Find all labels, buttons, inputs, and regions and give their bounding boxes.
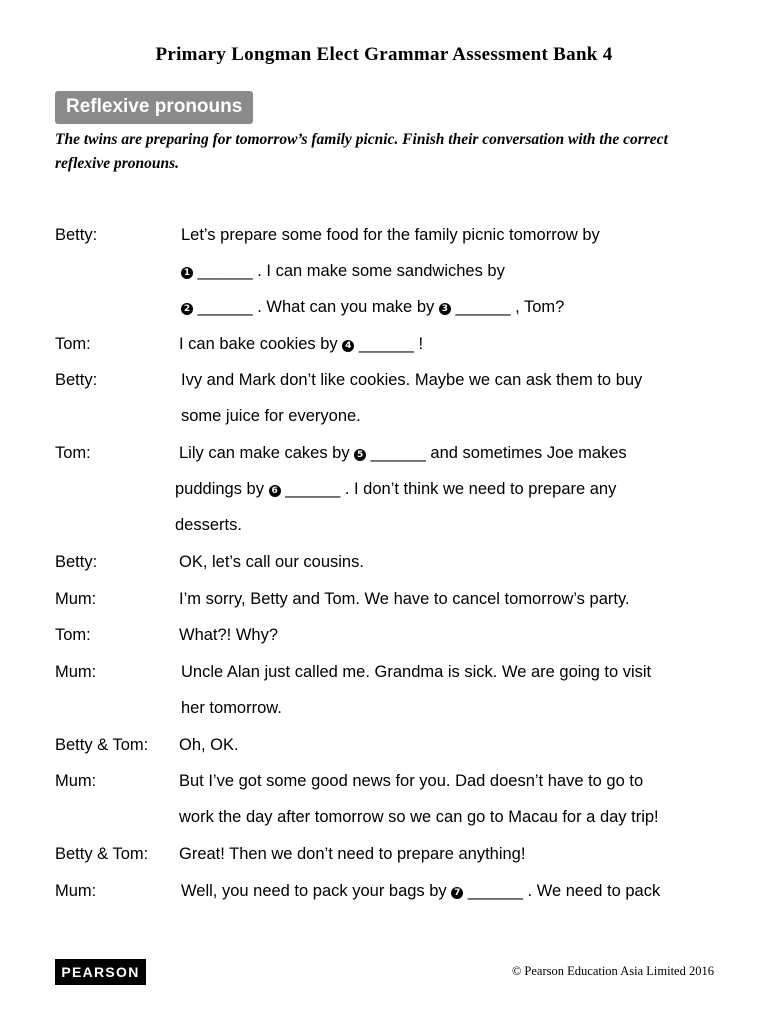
speaker-label: Tom: (55, 335, 91, 353)
line-text: puddings by (175, 480, 264, 498)
speaker-label: Betty: (55, 371, 98, 389)
answer-blank-5[interactable]: ______ (370, 444, 426, 462)
answer-blank-1[interactable]: ______ (197, 262, 253, 280)
dialogue-line: Oh, OK. (179, 736, 239, 754)
line-text: . What can you make by (257, 298, 435, 316)
answer-blank-7[interactable]: ______ (467, 882, 523, 900)
question-number-2-icon: 2 (181, 303, 193, 315)
dialogue-line: some juice for everyone. (181, 407, 361, 425)
line-text: . I can make some sandwiches by (257, 262, 505, 280)
answer-blank-2[interactable]: ______ (197, 298, 253, 316)
question-number-4-icon: 4 (342, 340, 354, 352)
dialogue-line: Let’s prepare some food for the family picnic tomorrow by (181, 226, 600, 244)
dialogue-line: Ivy and Mark don’t like cookies. Maybe we can ask them to buy (181, 371, 643, 389)
question-number-7-icon: 7 (451, 887, 463, 899)
speaker-label: Betty: (55, 553, 98, 571)
dialogue-line (181, 261, 505, 281)
question-number-6-icon: 6 (269, 485, 281, 497)
dialogue-line: Uncle Alan just called me. Grandma is sick. We are going to visit (181, 663, 652, 681)
line-text: . We need to pack (527, 882, 661, 900)
dialogue-line (179, 334, 423, 354)
instructions: The twins are preparing for tomorrow’s family picnic. Finish their conversation with the correct reflexive pronouns. (55, 131, 668, 172)
speaker-label: Mum: (55, 663, 97, 681)
dialogue-line (181, 881, 660, 901)
line-text: and sometimes Joe makes (430, 444, 627, 462)
pearson-logo: PEARSON (55, 959, 146, 985)
speaker-label: Mum: (55, 590, 97, 608)
speaker-label: Betty & Tom: (55, 845, 149, 863)
speaker-label: Mum: (55, 772, 97, 790)
copyright-notice: © Pearson Education Asia Limited 2016 (511, 964, 714, 978)
dialogue-line (175, 479, 616, 499)
dialogue-line: OK, let’s call our cousins. (179, 553, 364, 571)
line-text: ! (418, 335, 424, 353)
dialogue-line (179, 443, 627, 463)
speaker-label: Betty: (55, 226, 98, 244)
line-text: , Tom? (515, 298, 565, 316)
page-title: Primary Longman Elect Grammar Assessment Bank 4 (155, 44, 613, 65)
dialogue-line: But I’ve got some good news for you. Dad doesn’t have to go to (179, 772, 644, 790)
dialogue-line: her tomorrow. (181, 699, 282, 717)
line-text: I can bake cookies by (179, 335, 338, 353)
answer-blank-4[interactable]: ______ (358, 335, 414, 353)
speaker-label: Betty & Tom: (55, 736, 149, 754)
speaker-label: Tom: (55, 444, 91, 462)
line-text: . I don’t think we need to prepare any (344, 480, 617, 498)
dialogue-line: I’m sorry, Betty and Tom. We have to cancel tomorrow’s party. (179, 590, 630, 608)
speaker-label: Mum: (55, 882, 97, 900)
speaker-label: Tom: (55, 626, 91, 644)
question-number-1-icon: 1 (181, 267, 193, 279)
dialogue-line (181, 297, 564, 317)
answer-blank-6[interactable]: ______ (285, 480, 341, 498)
dialogue-line: Great! Then we don’t need to prepare anything! (179, 845, 526, 863)
question-number-5-icon: 5 (354, 449, 366, 461)
line-text: Lily can make cakes by (179, 444, 350, 462)
dialogue-line: desserts. (175, 516, 242, 534)
dialogue-line: What?! Why? (179, 626, 279, 644)
section-heading: Reflexive pronouns (55, 91, 253, 124)
answer-blank-3[interactable]: ______ (455, 298, 511, 316)
question-number-3-icon: 3 (439, 303, 451, 315)
dialogue-line: work the day after tomorrow so we can go to Macau for a day trip! (179, 808, 659, 826)
line-text: Well, you need to pack your bags by (181, 882, 447, 900)
